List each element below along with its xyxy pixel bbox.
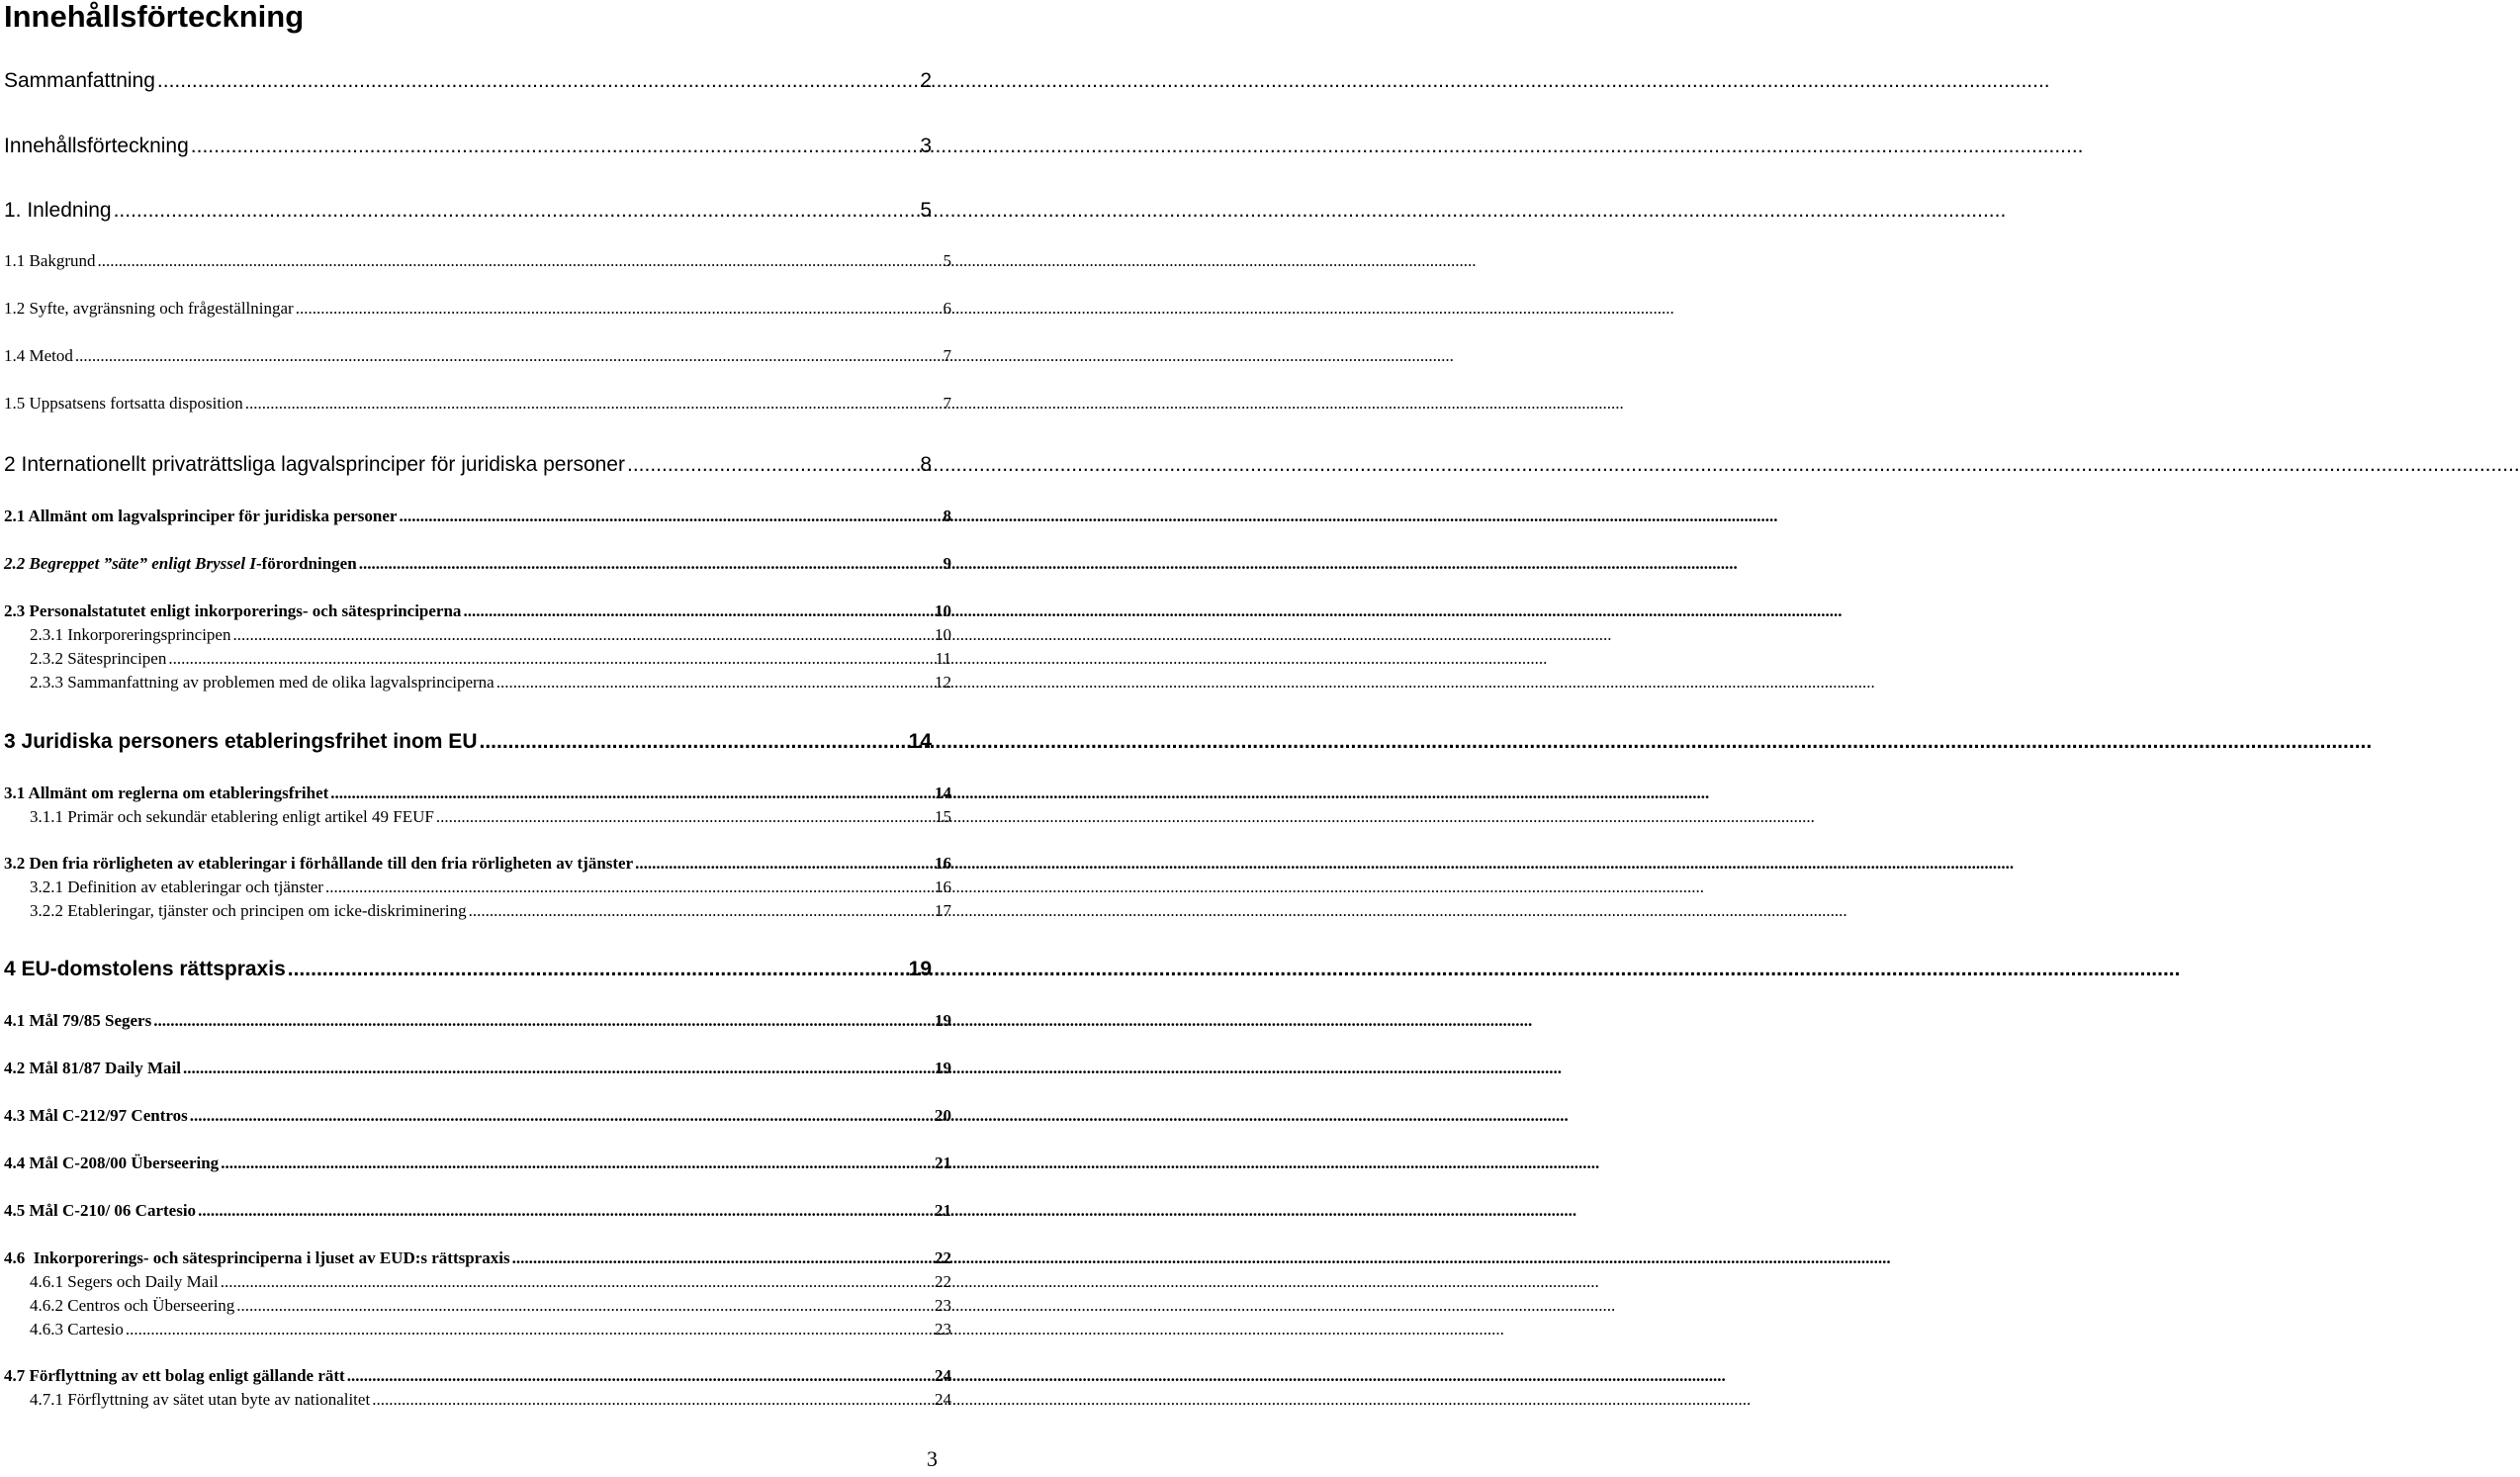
toc-entry-page: 10 — [935, 625, 951, 644]
toc-entry-page: 22 — [935, 1272, 951, 1291]
toc-entry-page: 7 — [943, 346, 951, 365]
toc-entry-page: 3 — [920, 135, 932, 157]
toc-entry-label: 2 Internationellt privaträttsliga lagvalsprinciper för juridiska personer — [4, 453, 625, 476]
toc-entry-label-suffix: -förordningen — [255, 554, 357, 573]
toc-entry-page: 17 — [935, 901, 951, 920]
toc-entry-4-6-1[interactable] — [30, 1272, 951, 1292]
toc-entry-page: 15 — [935, 807, 951, 826]
toc-entry-label: 4.7 Förflyttning av ett bolag enligt gällande rätt — [4, 1366, 345, 1385]
toc-entry-label: 1.2 Syfte, avgränsning och frågeställningar — [4, 299, 294, 318]
dot-leader — [288, 958, 907, 981]
toc-entry-label: 3.1 Allmänt om reglerna om etableringsfrihet — [4, 784, 329, 802]
toc-entry-label: 3.2.2 Etableringar, tjänster och principen om icke-diskriminering — [30, 901, 467, 920]
toc-entry-page: 14 — [908, 730, 932, 753]
toc-entry-label: 4.6.3 Cartesio — [30, 1320, 124, 1339]
dot-leader — [399, 507, 941, 526]
toc-entry-label: 4.6 Inkorporerings- och sätesprinciperna i ljuset av EUD:s rättspraxis — [4, 1248, 510, 1267]
toc-entry-page: 23 — [935, 1320, 951, 1339]
toc-entry-page: 16 — [935, 854, 951, 873]
toc-entry-label: 3 Juridiska personers etableringsfrihet inom EU — [4, 730, 478, 753]
toc-entry-metod[interactable] — [4, 346, 951, 366]
toc-entry-3-2-1[interactable] — [30, 877, 951, 897]
toc-entry-page: 24 — [935, 1390, 951, 1409]
toc-entry-page: 21 — [935, 1154, 951, 1172]
dot-leader — [325, 877, 933, 897]
toc-entry-4-4[interactable] — [4, 1154, 951, 1173]
dot-leader — [469, 901, 933, 921]
toc-entry-inledning[interactable] — [4, 199, 932, 223]
toc-entry-page: 8 — [920, 453, 932, 476]
toc-entry-label: 3.2.1 Definition av etableringar och tjänster — [30, 877, 323, 896]
toc-entry-page: 9 — [943, 554, 951, 573]
toc-entry-4-6-3[interactable] — [30, 1320, 951, 1339]
dot-leader — [114, 199, 919, 223]
toc-entry-kapitel-4[interactable] — [4, 958, 932, 981]
toc-entry-3-2-2[interactable] — [30, 901, 951, 921]
dot-leader — [635, 854, 933, 874]
page-title: Innehållsförteckning — [4, 0, 305, 34]
page-number: 3 — [927, 1446, 938, 1471]
dot-leader — [479, 730, 906, 754]
toc-entry-page: 5 — [920, 199, 932, 222]
dot-leader — [221, 1272, 933, 1292]
dot-leader — [75, 346, 942, 366]
toc-entry-label: 1.4 Metod — [4, 346, 73, 365]
toc-entry-page: 20 — [935, 1106, 951, 1125]
toc-entry-page: 10 — [935, 601, 951, 620]
dot-leader — [183, 1059, 933, 1078]
toc-entry-page: 21 — [935, 1201, 951, 1220]
toc-entry-label: 4.2 Mål 81/87 Daily Mail — [4, 1059, 181, 1077]
toc-entry-label: 4.4 Mål C-208/00 Überseering — [4, 1154, 220, 1172]
toc-entry-label: 3.2 Den fria rörligheten av etableringar i förhållande till den fria rörligheten av tjänster — [4, 854, 634, 873]
toc-entry-4-2[interactable] — [4, 1059, 951, 1078]
toc-entry-2-1[interactable] — [4, 507, 951, 526]
toc-entry-page: 5 — [943, 251, 951, 270]
toc-entry-innehallsforteckning[interactable] — [4, 135, 932, 158]
toc-entry-label: 2.3 Personalstatutet enligt inkorporerings- och sätesprinciperna — [4, 601, 462, 620]
toc-entry-page: 8 — [943, 507, 951, 525]
toc-entry-sammanfattning[interactable] — [4, 69, 932, 93]
dot-leader — [191, 135, 919, 158]
toc-entry-kapitel-2[interactable] — [4, 453, 932, 477]
toc-entry-label: 2.3.2 Sätesprincipen — [30, 649, 167, 668]
toc-entry-page: 14 — [935, 784, 951, 802]
toc-entry-label-italic: 2.2 Begreppet ”säte” enligt Bryssel I — [4, 554, 256, 573]
toc-entry-label: 4.5 Mål C-210/ 06 Cartesio — [4, 1201, 197, 1220]
toc-entry-4-5[interactable] — [4, 1201, 951, 1221]
toc-entry-page: 23 — [935, 1296, 951, 1315]
toc-entry-label: 2.1 Allmänt om lagvalsprinciper för juridiska personer — [4, 507, 398, 525]
toc-entry-label: 4.6.2 Centros och Überseering — [30, 1296, 235, 1315]
toc-entry-page: 12 — [935, 673, 951, 692]
dot-leader — [245, 394, 942, 414]
toc-entry-label: 2.3.3 Sammanfattning av problemen med de olika lagvalsprinciperna — [30, 673, 495, 692]
dot-leader — [126, 1320, 933, 1339]
toc-entry-label: 4.6.1 Segers och Daily Mail — [30, 1272, 219, 1291]
toc-entry-4-3[interactable] — [4, 1106, 951, 1126]
toc-entry-page: 19 — [935, 1059, 951, 1077]
toc-entry-kapitel-3[interactable] — [4, 730, 932, 754]
dot-leader — [436, 807, 933, 827]
toc-entry-page: 2 — [920, 69, 932, 92]
toc-entry-4-7[interactable] — [4, 1366, 951, 1386]
toc-entry-3-1-1[interactable] — [30, 807, 951, 827]
toc-entry-page: 22 — [935, 1248, 951, 1267]
dot-leader — [359, 554, 942, 574]
toc-entry-page: 16 — [935, 877, 951, 896]
toc-entry-label: 3.1.1 Primär och sekundär etablering enligt artikel 49 FEUF — [30, 807, 434, 826]
toc-entry-bakgrund[interactable] — [4, 251, 951, 271]
toc-entry-label: 4.3 Mål C-212/97 Centros — [4, 1106, 188, 1125]
dot-leader — [221, 1154, 933, 1173]
dot-leader — [232, 625, 933, 645]
dot-leader — [98, 251, 942, 271]
toc-entry-4-6-2[interactable] — [30, 1296, 951, 1316]
toc-entry-2-3-1[interactable] — [30, 625, 951, 645]
toc-entry-page: 24 — [935, 1366, 951, 1385]
dot-leader — [296, 299, 942, 319]
toc-entry-page: 7 — [943, 394, 951, 413]
dot-leader — [190, 1106, 933, 1126]
toc-entry-label: 1.5 Uppsatsens fortsatta disposition — [4, 394, 243, 413]
dot-leader — [330, 784, 933, 803]
document-page — [0, 0, 949, 1477]
dot-leader — [198, 1201, 933, 1221]
toc-entry-label: 4.1 Mål 79/85 Segers — [4, 1011, 152, 1030]
toc-entry-page: 6 — [943, 299, 951, 318]
dot-leader — [627, 453, 918, 477]
toc-entry-label: 1.1 Bakgrund — [4, 251, 96, 270]
toc-entry-page: 19 — [908, 958, 932, 980]
toc-entry-2-3[interactable] — [4, 601, 951, 621]
toc-entry-2-3-2[interactable] — [30, 649, 951, 669]
dot-leader — [153, 1011, 933, 1031]
dot-leader — [236, 1296, 933, 1316]
toc-entry-4-6[interactable] — [4, 1248, 951, 1268]
toc-entry-2-3-3[interactable] — [30, 673, 951, 692]
toc-entry-label: 4.7.1 Förflyttning av sätet utan byte av nationalitet — [30, 1390, 371, 1409]
toc-entry-3-1[interactable] — [4, 784, 951, 803]
toc-entry-label: Sammanfattning — [4, 69, 155, 92]
toc-entry-disposition[interactable] — [4, 394, 951, 414]
dot-leader — [372, 1390, 933, 1410]
dot-leader — [168, 649, 933, 669]
toc-entry-page: 11 — [935, 649, 951, 668]
dot-leader — [496, 673, 933, 692]
toc-entry-4-7-1[interactable] — [30, 1390, 951, 1410]
toc-entry-label — [4, 554, 357, 574]
toc-entry-4-1[interactable] — [4, 1011, 951, 1031]
toc-entry-label: Innehållsförteckning — [4, 135, 189, 157]
toc-entry-3-2[interactable] — [4, 854, 951, 874]
toc-entry-syfte[interactable] — [4, 299, 951, 319]
toc-entry-2-2[interactable] — [4, 554, 951, 574]
dot-leader — [347, 1366, 933, 1386]
dot-leader — [463, 601, 933, 621]
dot-leader — [512, 1248, 933, 1268]
toc-entry-label: 2.3.1 Inkorporeringsprincipen — [30, 625, 231, 644]
toc-entry-label: 1. Inledning — [4, 199, 112, 222]
toc-entry-label: 4 EU-domstolens rättspraxis — [4, 958, 286, 980]
toc-entry-page: 19 — [935, 1011, 951, 1030]
dot-leader — [157, 69, 918, 93]
